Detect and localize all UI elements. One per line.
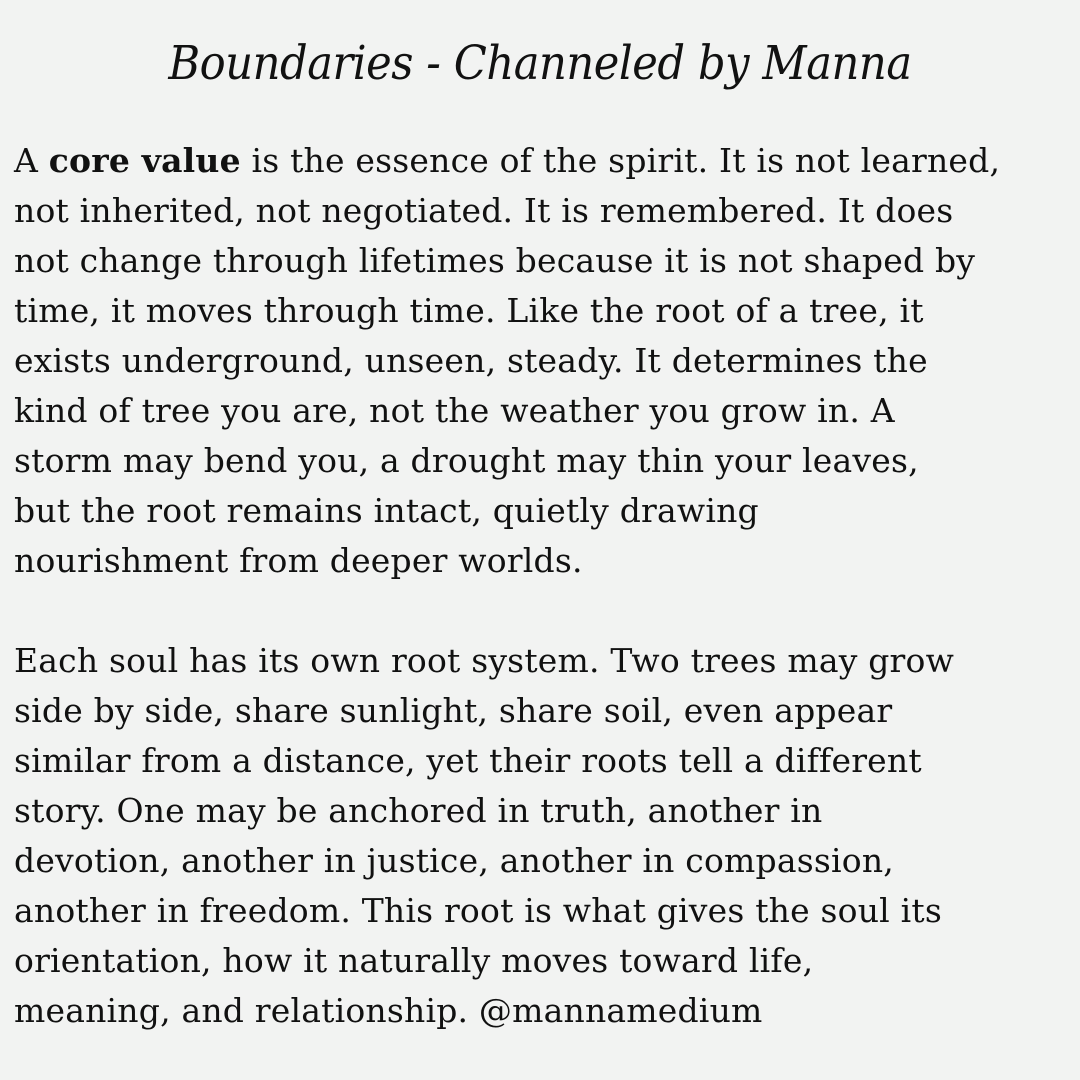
paragraph-2-line: devotion, another in justice, another in compassion, [14,841,894,880]
paragraph-1-line: not inherited, not negotiated. It is remembered. It does [14,191,954,230]
body-text [14,136,1074,1036]
paragraph-2-line: side by side, share sunlight, share soil, even appear [14,691,893,730]
text-span: A [14,141,49,180]
paragraph-2-line: another in freedom. This root is what gives the soul its [14,891,942,930]
paragraph-1-line: time, it moves through time. Like the root of a tree, it [14,291,924,330]
paragraph-1-line: nourishment from deeper worlds. [14,541,583,580]
paragraph-2-line: story. One may be anchored in truth, another in [14,791,823,830]
page-title: Boundaries - Channeled by Manna [168,36,912,91]
paragraph-gap [14,586,1074,636]
paragraph-1-line: not change through lifetimes because it is not shaped by [14,241,976,280]
paragraph-1-line [14,136,1074,186]
text-span: is the essence of the spirit. It is not learned, [240,141,1001,180]
paragraph-2-line: similar from a distance, yet their roots tell a different [14,741,922,780]
paragraph-1-line: exists underground, unseen, steady. It determines the [14,341,928,380]
paragraph-2-line: orientation, how it naturally moves toward life, [14,941,814,980]
paragraph-1-line: but the root remains intact, quietly drawing [14,491,759,530]
paragraph-1-line: storm may bend you, a drought may thin your leaves, [14,441,919,480]
paragraph-2-line: Each soul has its own root system. Two trees may grow [14,641,955,680]
paragraph-2-line: meaning, and relationship. @mannamedium [14,991,763,1030]
bold-term: core value [48,141,241,180]
paragraph-1-line: kind of tree you are, not the weather you grow in. A [14,391,895,430]
